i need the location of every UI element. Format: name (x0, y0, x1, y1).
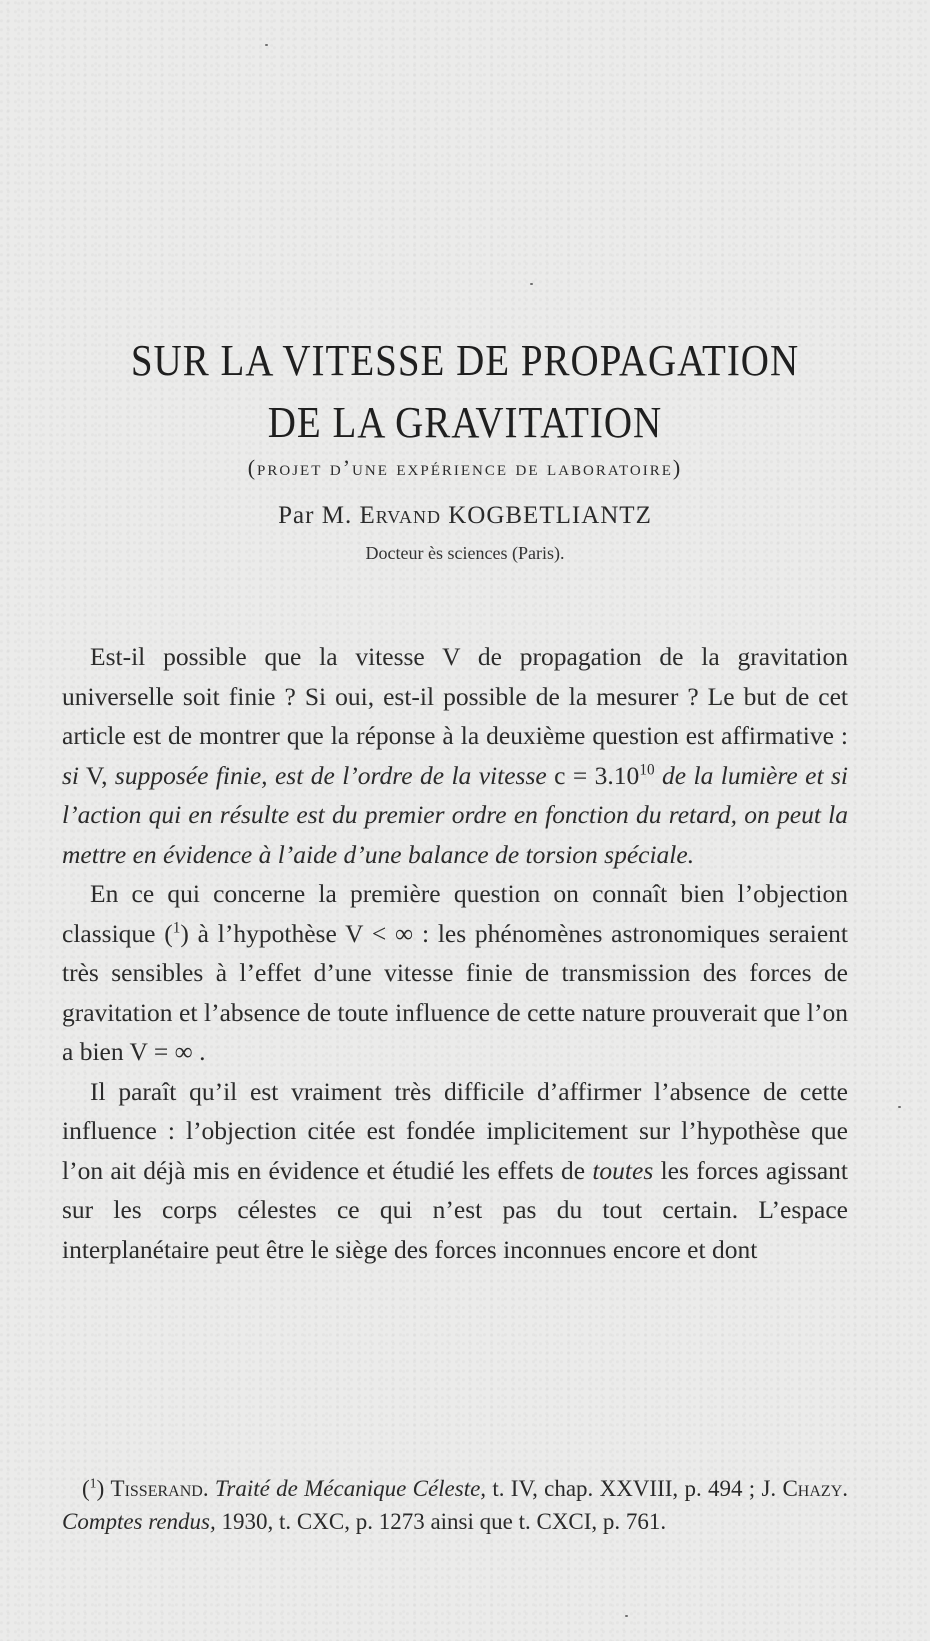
paragraph-1-italic-si: si (62, 760, 80, 790)
paragraph-2 (62, 874, 848, 1072)
paper-speck (898, 1106, 901, 1108)
footnote: ($^1$) Tisserand. Traité de Mécanique Céleste, t. IV, chap. XXVIII, p. 494 ; J. Chazy. Comptes rendus, 1930, t. CXC, p. 1273 ainsi que t. CXCI, p. 761. (62, 1475, 848, 1534)
paragraph-1-italic-a: supposée finie, est de l’ordre de la vitesse (114, 760, 547, 790)
article-body (62, 637, 848, 1269)
paragraph-3-text-a: Il paraît qu’il est vraiment très difficile d’affirmer l’absence de cette influence : l’objection citée est fondée implicitement sur l’hypothèse que l’on ait déjà mis en évidence et étudié les effets de (62, 1076, 848, 1185)
paragraph-2-text-b: ) à l’hypothèse V < ∞ : les phénomènes astronomiques seraient très sensibles à l’effet d’une vitesse finie de transmission des forces de gravitation et l’absence de toute influence de cette nature prouverait que l’on a bien V = ∞ . (62, 918, 848, 1066)
paragraph-1 (62, 637, 848, 874)
footnote-ref-2: 1930, t. CXC, p. 1273 ainsi que t. CXCI, p. 761. (215, 1509, 667, 1534)
article-subtitle: (projet d’une expérience de laboratoire) (247, 455, 683, 480)
author-affiliation: Docteur ès sciences (Paris). (365, 543, 565, 563)
paper-speck (625, 1615, 628, 1617)
paragraph-3-text-b: les forces agissant sur les corps célestes ce qui n’est pas du tout certain. L’espace interplanétaire peut être le siège des forces inconnues encore et dont (62, 1155, 848, 1264)
author-prefix: Par M. (278, 502, 353, 529)
article-title-line-1: SUR LA VITESSE DE PROPAGATION (130, 335, 800, 386)
paragraph-1-variable: V, (79, 760, 115, 790)
footnote-author-2: Chazy (782, 1476, 843, 1501)
paragraph-3-italic: toutes (592, 1155, 654, 1185)
footnote-ref-1: t. IV, chap. XXVIII, p. 494 ; J. (486, 1476, 783, 1501)
footnote-marker: 1 (89, 1475, 97, 1491)
author-line (0, 502, 930, 530)
paragraph-3 (62, 1072, 848, 1270)
author-first-name: Ervand (359, 502, 441, 529)
footnote-author-1: Tisserand (110, 1476, 203, 1501)
paragraph-2-text-a: En ce qui concerne la première question on connaît bien l’objection classique ( (62, 879, 848, 948)
footnote-work-2: Comptes rendus, (62, 1509, 216, 1534)
paper-speck (265, 44, 268, 46)
author-last-name: KOGBETLIANTZ (448, 502, 652, 529)
light-speed-formula: c = 3.10 (546, 760, 640, 790)
footnote-reference[interactable]: 1 (172, 919, 181, 936)
paragraph-1-italic-b: de la lumière et si l’action qui en résulte est du premier ordre en fonction du retard, on peut la mettre en évidence à l’aide d’une balance de torsion spéciale. (62, 760, 848, 869)
article-title-line-2: DE LA GRAVITATION (267, 397, 663, 448)
footnote-work-1: Traité de Mécanique Céleste, (214, 1476, 487, 1501)
paragraph-1-text: Est-il possible que la vitesse V de propagation de la gravitation universelle soit finie ? Si oui, est-il possible de la mesurer ? Le but de cet article est de montrer que la réponse à la deuxième question est affirmative : (62, 642, 848, 750)
paper-speck (530, 283, 533, 285)
formula-exponent: 10 (639, 761, 655, 778)
